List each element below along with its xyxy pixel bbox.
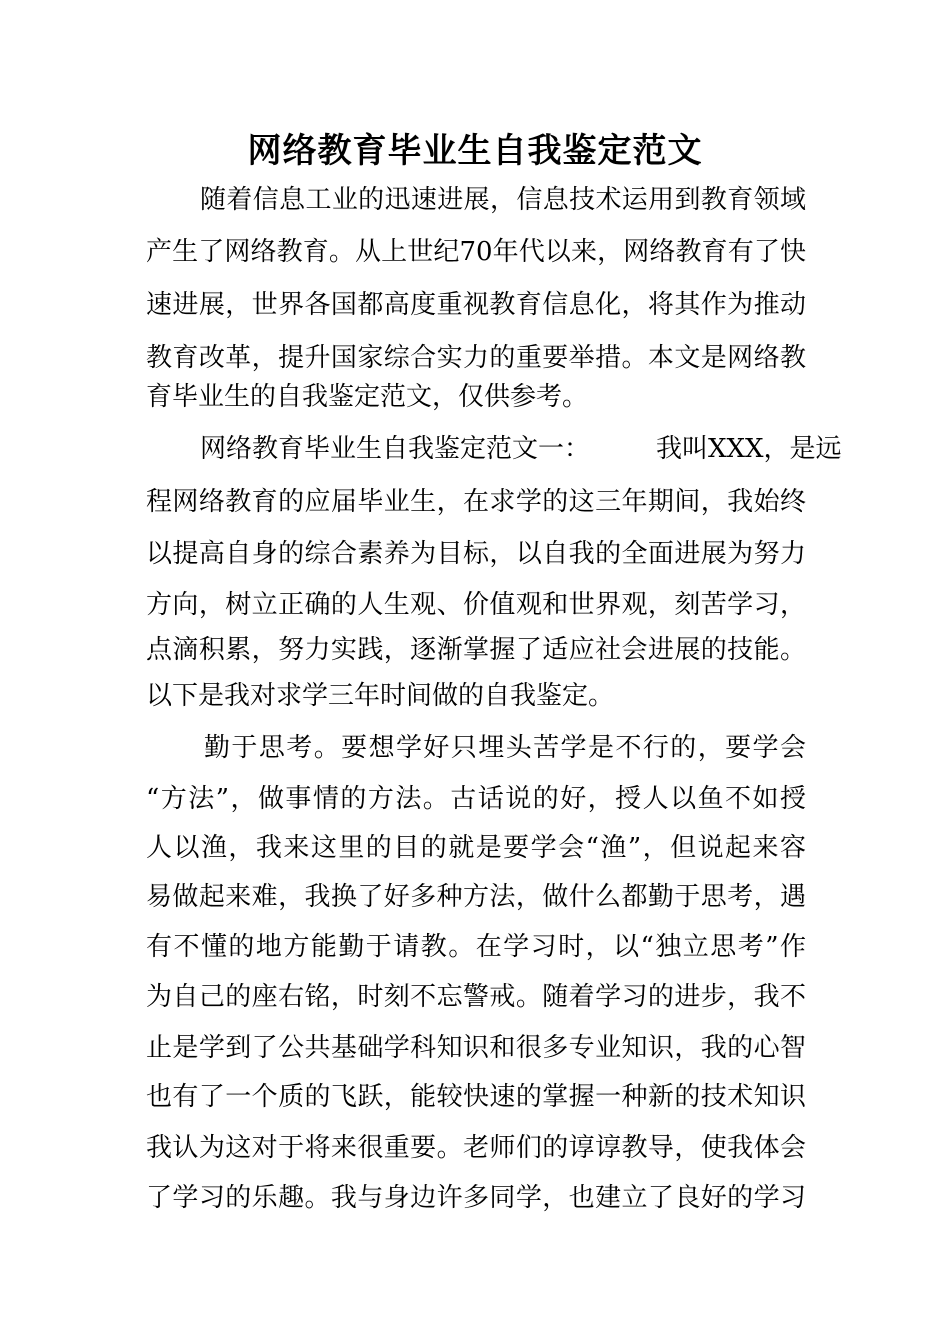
paragraph-line: “方法”，做事情的方法。古话说的好，授人以鱼不如授: [146, 784, 806, 814]
paragraph-line: 教育改革，提升国家综合实力的重要举措。本文是网络教: [146, 343, 806, 373]
paragraph-line: 我认为这对于将来很重要。老师们的谆谆教导，使我体会: [146, 1133, 806, 1163]
paragraph-line: 速进展，世界各国都高度重视教育信息化，将其作为推动: [146, 290, 806, 320]
paragraph-line: 程网络教育的应届毕业生，在求学的这三年期间，我始终: [146, 487, 806, 517]
paragraph-line: 育毕业生的自我鉴定范文，仅供参考。: [146, 382, 589, 412]
section-heading: 网络教育毕业生自我鉴定范文一：: [200, 434, 591, 464]
paragraph-line: 易做起来难，我换了好多种方法，做什么都勤于思考，遇: [146, 882, 806, 912]
paragraph-line: 也有了一个质的飞跃，能较快速的掌握一种新的技术知识: [146, 1082, 806, 1112]
paragraph-line: 有不懂的地方能勤于请教。在学习时，以“独立思考”作: [146, 932, 806, 962]
paragraph-line: 了学习的乐趣。我与身边许多同学，也建立了良好的学习: [146, 1183, 806, 1213]
document-title: 网络教育毕业生自我鉴定范文: [247, 131, 703, 171]
paragraph-line: 以下是我对求学三年时间做的自我鉴定。: [146, 681, 615, 711]
paragraph-line: 止是学到了公共基础学科知识和很多专业知识，我的心智: [146, 1033, 806, 1063]
paragraph-line: 随着信息工业的迅速进展，信息技术运用到教育领域: [200, 185, 806, 215]
paragraph-line: [200, 431, 842, 467]
paragraph-line: 以提高自身的综合素养为目标，以自我的全面进展为努力: [146, 539, 806, 569]
paragraph-line: 点滴积累，努力实践，逐渐掌握了适应社会进展的技能。: [146, 635, 806, 665]
paragraph-text: 我叫XXX，是远: [656, 434, 842, 464]
paragraph-line: 人以渔，我来这里的目的就是要学会“渔”，但说起来容: [146, 833, 806, 863]
paragraph-line: 勤于思考。要想学好只埋头苦学是不行的，要学会: [204, 733, 806, 763]
paragraph-line: 方向，树立正确的人生观、价值观和世界观，刻苦学习，: [146, 590, 806, 620]
paragraph-line: 产生了网络教育。从上世纪70年代以来，网络教育有了快: [146, 237, 806, 267]
paragraph-line: 为自己的座右铭，时刻不忘警戒。随着学习的进步，我不: [146, 982, 806, 1012]
